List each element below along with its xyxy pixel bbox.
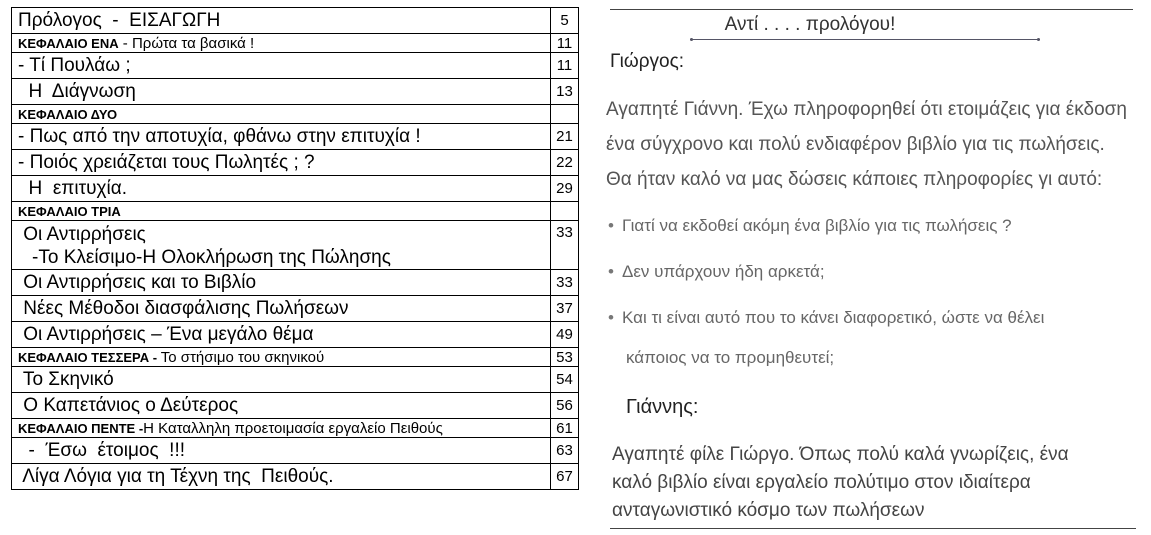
toc-subtitle-text: -Το Κλείσιμο-Η Ολοκλήρωση της Πώλησης: [32, 247, 391, 268]
toc-title-text: Πρόλογος - ΕΙΣΑΓΩΓΗ: [18, 9, 221, 31]
toc-page-number: 29: [551, 176, 579, 202]
toc-title: [12, 202, 551, 221]
paragraph-line: Αγαπητέ φίλε Γιώργο. Όπως πολύ καλά γνωρίζεις, ένα: [612, 444, 1069, 465]
paragraph-giorgos: [606, 92, 1136, 197]
list-item-text: Γιατί να εκδοθεί ακόμη ένα βιβλίο για τις πωλήσεις ?: [622, 216, 1012, 235]
toc-title-text: Το Σκηνικό: [18, 368, 114, 390]
chapter-subtitle: Η Καταλληλη προετοιμασία εργαλείο Πειθούς: [143, 419, 443, 437]
toc-page-number: 11: [551, 34, 579, 53]
toc-page-number: 63: [551, 438, 579, 464]
top-rule: [610, 9, 1133, 10]
toc-title: [12, 419, 551, 438]
toc-row: [12, 221, 579, 270]
list-item: [608, 303, 1136, 372]
toc-title: [12, 438, 551, 464]
paragraph-line: ένα σύγχρονο και πολύ ενδιαφέρον βιβλίο για τις πωλήσεις.: [606, 134, 1105, 155]
toc-row: [12, 150, 579, 176]
toc-title: [12, 221, 551, 270]
chapter-heading: ΚΕΦΑΛΑΙΟ ΕΝΑ: [18, 35, 119, 51]
toc-title: [12, 124, 551, 150]
toc-title: [12, 79, 551, 105]
toc-title-text: Η επιτυχία.: [18, 177, 127, 199]
toc-chapter-row: [12, 419, 579, 438]
speaker-giannis: Γιάννης:: [626, 396, 699, 418]
toc-page-number: 53: [551, 348, 579, 367]
toc-title: [12, 348, 551, 367]
toc-chapter-row: [12, 34, 579, 53]
toc-page-number: [551, 105, 579, 124]
toc-title: [12, 464, 551, 490]
toc-page-number: 67: [551, 464, 579, 490]
paragraph-line: Θα ήταν καλό να μας δώσεις κάποιες πληροφορίες γι αυτό:: [606, 169, 1103, 190]
heading-underline: [690, 39, 1040, 40]
toc-page-number: 37: [551, 296, 579, 322]
toc-row: [12, 367, 579, 393]
toc-title: [12, 176, 551, 202]
list-item-text: Δεν υπάρχουν ήδη αρκετά;: [622, 262, 825, 281]
paragraph-line: ανταγωνιστικό κόσμο των πωλήσεων: [612, 500, 925, 521]
paragraph-line: καλό βιβλίο είναι εργαλείο πολύτιμο στον ιδιαίτερα: [612, 472, 1031, 493]
toc-page-number: 54: [551, 367, 579, 393]
preface-column: [606, 0, 1136, 535]
toc-title-text: Οι Αντιρρήσεις και το Βιβλίο: [18, 271, 257, 293]
toc-row: [12, 124, 579, 150]
toc-title-text: - Πως από την αποτυχία, φθάνω στην επιτυχία !: [18, 125, 421, 147]
chapter-heading: ΚΕΦΑΛΑΙΟ ΤΕΣΣΕΡΑ -: [18, 349, 161, 365]
toc-title: [12, 34, 551, 53]
toc-page-number: 33: [551, 270, 579, 296]
chapter-heading: ΚΕΦΑΛΑΙΟ ΔΥΟ: [18, 106, 118, 122]
toc-row: [12, 393, 579, 419]
toc-title-text: Οι Αντιρρήσεις: [18, 224, 146, 245]
toc-row: [12, 438, 579, 464]
toc-title-text: Νέες Μέθοδοι διασφάλισης Πωλήσεων: [18, 297, 349, 319]
toc-page-number: 33: [551, 221, 579, 270]
toc-title: [12, 53, 551, 79]
speaker-giorgos: Γιώργος:: [610, 51, 685, 72]
toc-title: [12, 296, 551, 322]
toc-page-number: [551, 202, 579, 221]
toc-title-text: - Τί Πουλάω ;: [18, 54, 131, 76]
question-list: [608, 211, 1136, 389]
toc-page-number: 61: [551, 419, 579, 438]
toc-chapter-row: [12, 105, 579, 124]
chapter-heading: ΚΕΦΑΛΑΙΟ ΠΕΝΤΕ -: [18, 420, 144, 436]
toc-row: [12, 270, 579, 296]
toc-title: [12, 150, 551, 176]
paragraph-line: Αγαπητέ Γιάννη. Έχω πληροφορηθεί ότι ετοιμάζεις για έκδοση: [606, 99, 1127, 120]
table-of-contents: [11, 7, 579, 490]
toc-title: [12, 105, 551, 124]
toc-page-number: 11: [551, 53, 579, 79]
toc-title: [12, 270, 551, 296]
toc-title: [12, 367, 551, 393]
toc-page-number: 13: [551, 79, 579, 105]
list-item-continuation: κάποιος να το προμηθευτεί;: [626, 348, 835, 367]
toc-title-text: Οι Αντιρρήσεις – Ένα μεγάλο θέμα: [18, 323, 314, 345]
toc-row: [12, 322, 579, 348]
toc-title-text: Λίγα Λόγια για τη Τέχνη της Πειθούς.: [18, 465, 334, 487]
toc-page-number: 49: [551, 322, 579, 348]
chapter-subtitle: Το στήσιμο του σκηνικού: [160, 348, 325, 366]
chapter-subtitle: - Πρώτα τα βασικά !: [118, 34, 255, 52]
chapter-heading: ΚΕΦΑΛΑΙΟ ΤΡΙΑ: [18, 203, 121, 219]
toc-page-number: 5: [551, 8, 579, 34]
toc-row: [12, 53, 579, 79]
list-item-text: Και τι είναι αυτό που το κάνει διαφορετικό, ώστε να θέλει: [622, 308, 1045, 327]
toc-row: [12, 296, 579, 322]
toc-title-text: - Έσω έτοιμος !!!: [18, 439, 186, 461]
toc-title: [12, 393, 551, 419]
bottom-rule: [610, 528, 1136, 529]
toc-title: [12, 8, 551, 34]
toc-title-text: Η Διάγνωση: [18, 80, 136, 102]
toc-chapter-row: [12, 202, 579, 221]
toc-page-number: 22: [551, 150, 579, 176]
toc-title-text: Ο Καπετάνιος ο Δεύτερος: [18, 394, 239, 416]
toc-row: [12, 8, 579, 34]
toc-row: [12, 464, 579, 490]
toc-page-number: 56: [551, 393, 579, 419]
paragraph-giannis: [612, 441, 1138, 525]
toc-title-text: - Ποιός χρειάζεται τους Πωλητές ; ?: [18, 151, 315, 173]
toc-row: [12, 79, 579, 105]
list-item: [608, 211, 1136, 240]
toc-chapter-row: [12, 348, 579, 367]
list-item: [608, 257, 1136, 286]
toc-page-number: 21: [551, 124, 579, 150]
toc-row: [12, 176, 579, 202]
toc-title: [12, 322, 551, 348]
preface-heading: Αντί . . . . προλόγου!: [724, 14, 896, 35]
